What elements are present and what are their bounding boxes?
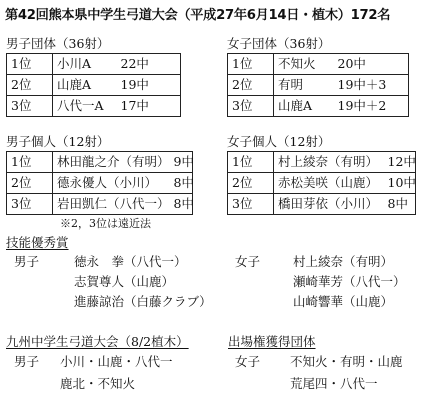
player-cell [53,152,193,173]
player-cell [274,173,416,194]
skill-award-boys-3: 進藤諒治（白藤クラブ） [74,294,212,309]
rank-cell: 2位 [7,173,53,194]
kyushu-qualification-heading: 出場権獲得団体 [228,334,316,349]
skill-award-girls-label: 女子 [235,254,261,269]
player-name: 林田龍之介（有明） [57,153,170,169]
kyushu-girls-line-2: 荒尾四・八代一 [290,376,378,391]
table-row [7,54,181,75]
kyushu-girls-label: 女子 [235,354,261,369]
player-name: 岩田凱仁（八代一） [57,195,170,211]
girls-individual-label: 女子個人（12射） [227,134,331,149]
team-cell [274,75,409,96]
table-row [228,96,409,117]
tiebreak-note: ※2，3位は遠近法 [60,217,151,230]
team-name: 有明 [278,76,304,92]
kyushu-girls-line-1: 不知火・有明・山鹿 [290,354,403,369]
skill-award-girls-3: 山崎響華（山鹿） [293,294,394,309]
team-name: 不知火 [278,55,316,71]
rank-cell: 2位 [7,75,53,96]
team-name: 八代一A [57,97,104,113]
player-name: 德永優人（小川） [57,174,158,190]
table-row [228,54,409,75]
team-name: 小川A [57,55,92,71]
skill-award-boys-2: 志賀尊人（山鹿） [74,274,175,289]
skill-award-girls-1: 村上綾奈（有明） [293,254,394,269]
rank-cell: 3位 [7,194,53,215]
team-cell [274,54,409,75]
player-name: 赤松美咲（山鹿） [278,174,379,190]
rank-cell: 1位 [228,152,274,173]
table-row [7,173,193,194]
rank-cell: 2位 [228,75,274,96]
kyushu-boys-line-1: 小川・山鹿・八代一 [60,354,173,369]
kyushu-boys-label: 男子 [14,354,40,369]
boys-individual-label: 男子個人（12射） [6,134,110,149]
kyushu-event-heading: 九州中学生弓道大会（8/2植木） [6,334,189,349]
skill-award-boys-1: 徳永 拳（八代一） [74,254,187,269]
player-cell [53,194,193,215]
rank-cell: 3位 [228,194,274,215]
rank-cell: 1位 [7,54,53,75]
skill-award-girls-2: 瀬崎華芳（八代一） [293,274,406,289]
score: 20中 [337,55,366,71]
table-row [228,194,416,215]
table-row [228,173,416,194]
table-row [228,75,409,96]
boys-team-label: 男子団体（36射） [6,36,110,51]
boys-individual-table [6,151,193,215]
score: 19中＋3 [337,76,387,92]
score: 9中 [173,153,194,169]
team-cell [53,54,181,75]
rank-cell: 1位 [7,152,53,173]
player-name: 村上綾奈（有明） [278,153,379,169]
team-cell [53,75,181,96]
score: 19中＋2 [337,97,387,113]
score: 22中 [120,55,149,71]
table-row [7,75,181,96]
girls-team-label: 女子団体（36射） [227,36,331,51]
team-cell [53,96,181,117]
team-cell [274,96,409,117]
table-row [7,152,193,173]
table-row [7,194,193,215]
player-cell [53,173,193,194]
skill-award-heading: 技能優秀賞 [6,235,69,250]
score: 10中 [387,174,416,190]
table-row [7,96,181,117]
girls-team-table [227,53,409,117]
score: 19中 [120,76,149,92]
team-name: 山鹿A [57,76,92,92]
score: 12中 [387,153,416,169]
rank-cell: 1位 [228,54,274,75]
player-cell [274,152,416,173]
player-cell [274,194,416,215]
girls-individual-table [227,151,416,215]
score: 8中 [173,174,194,190]
score: 17中 [120,97,149,113]
rank-cell: 2位 [228,173,274,194]
boys-team-table [6,53,181,117]
rank-cell: 3位 [228,96,274,117]
score: 8中 [173,195,194,211]
page-title: 第42回熊本県中学生弓道大会（平成27年6月14日・植木）172名 [5,8,391,23]
table-row [228,152,416,173]
score: 8中 [387,195,408,211]
skill-award-boys-label: 男子 [14,254,40,269]
team-name: 山鹿A [278,97,313,113]
kyushu-boys-line-2: 鹿北・不知火 [60,376,136,391]
player-name: 橋田芽依（小川） [278,195,379,211]
rank-cell: 3位 [7,96,53,117]
